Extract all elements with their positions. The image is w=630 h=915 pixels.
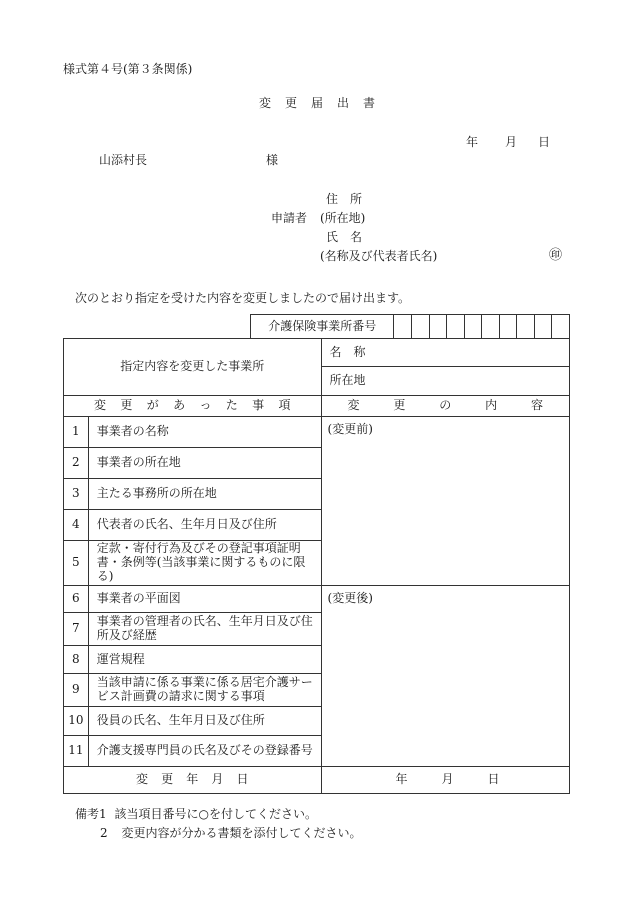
item-number[interactable]: 7 [64, 613, 89, 646]
applicant-name-label: 氏 名 [326, 230, 363, 244]
after-content-field[interactable] [321, 586, 569, 767]
items-header: 変 更 が あ っ た 事 項 [64, 396, 322, 417]
note-1-text: 該当項目番号に○を付してください。 [114, 807, 317, 821]
office-location-label: 所在地 [329, 373, 366, 388]
item-number[interactable]: 9 [64, 674, 89, 707]
office-number-digit-9[interactable] [534, 315, 552, 339]
applicant-label: 申請者 [271, 211, 308, 225]
item-number[interactable]: 4 [64, 510, 89, 541]
office-number-table [250, 314, 570, 339]
date-day-label: 日 [538, 135, 551, 149]
note-2-text: 変更内容が分かる書類を添付してください。 [121, 826, 362, 840]
change-date-day: 日 [487, 772, 500, 787]
office-name-field[interactable] [321, 339, 569, 367]
applicant-name-sub: (名称及び代表者氏名) [320, 249, 438, 263]
item-number[interactable]: 5 [64, 541, 89, 586]
form-title: 変 更 届 出 書 [259, 96, 377, 110]
note-2 [100, 827, 361, 839]
change-date-field[interactable] [321, 767, 569, 794]
item-label: 運営規程 [88, 646, 321, 674]
office-number-digit-7[interactable] [499, 315, 517, 339]
item-number[interactable]: 3 [64, 479, 89, 510]
item-label: 事業者の平面図 [88, 586, 321, 613]
addressee-name: 山添村長 [99, 153, 148, 167]
statement: 次のとおり指定を受けた内容を変更しましたので届け出ます。 [75, 291, 411, 305]
item-label: 事業者の名称 [88, 417, 321, 448]
office-number-digit-5[interactable] [464, 315, 482, 339]
office-number-label: 介護保険事業所番号 [251, 315, 394, 339]
office-number-digit-8[interactable] [517, 315, 535, 339]
before-content-field[interactable] [321, 417, 569, 586]
item-label: 主たる事務所の所在地 [88, 479, 321, 510]
office-label: 指定内容を変更した事業所 [64, 339, 322, 396]
seal-mark: ㊞ [549, 248, 563, 263]
item-label: 事業者の管理者の氏名、生年月日及び住所及び経歴 [88, 613, 321, 646]
addressee-honorific: 様 [266, 153, 279, 167]
item-number[interactable]: 11 [64, 736, 89, 767]
date-year-label: 年 [466, 135, 479, 149]
change-items-table [63, 338, 570, 794]
office-number-digit-10[interactable] [552, 315, 570, 339]
note-1 [75, 808, 317, 820]
contents-header: 変 更 の 内 容 [321, 396, 569, 417]
item-label: 代表者の氏名、生年月日及び住所 [88, 510, 321, 541]
office-name-label: 名 称 [329, 344, 366, 359]
form-number: 様式第４号(第３条関係) [63, 62, 193, 76]
item-number[interactable]: 10 [64, 707, 89, 736]
note-2-prefix: 2 [100, 826, 108, 840]
office-number-digit-1[interactable] [394, 315, 412, 339]
item-number[interactable]: 8 [64, 646, 89, 674]
date-month-label: 月 [505, 135, 518, 149]
note-1-prefix: 備考1 [75, 807, 107, 821]
change-date-month: 月 [441, 772, 454, 787]
item-label: 役員の氏名、生年月日及び住所 [88, 707, 321, 736]
item-label: 当該申請に係る事業に係る居宅介護サービス計画費の請求に関する事項 [88, 674, 321, 707]
item-label: 介護支援専門員の氏名及びその登録番号 [88, 736, 321, 767]
item-label: 定款・寄付行為及びその登記事項証明書・条例等(当該事業に関するものに限る) [88, 541, 321, 586]
change-date-year: 年 [395, 772, 408, 787]
office-number-digit-4[interactable] [447, 315, 465, 339]
office-location-field[interactable] [321, 367, 569, 396]
office-number-digit-3[interactable] [429, 315, 447, 339]
item-number[interactable]: 6 [64, 586, 89, 613]
after-label: (変更後) [327, 591, 373, 605]
before-label: (変更前) [327, 422, 373, 436]
item-number[interactable]: 1 [64, 417, 89, 448]
item-label: 事業者の所在地 [88, 448, 321, 479]
item-number[interactable]: 2 [64, 448, 89, 479]
applicant-address-sub: (所在地) [320, 211, 366, 225]
office-number-digit-6[interactable] [482, 315, 500, 339]
applicant-address-label: 住 所 [326, 192, 363, 206]
change-date-label: 変 更 年 月 日 [64, 767, 322, 794]
office-number-digit-2[interactable] [412, 315, 430, 339]
